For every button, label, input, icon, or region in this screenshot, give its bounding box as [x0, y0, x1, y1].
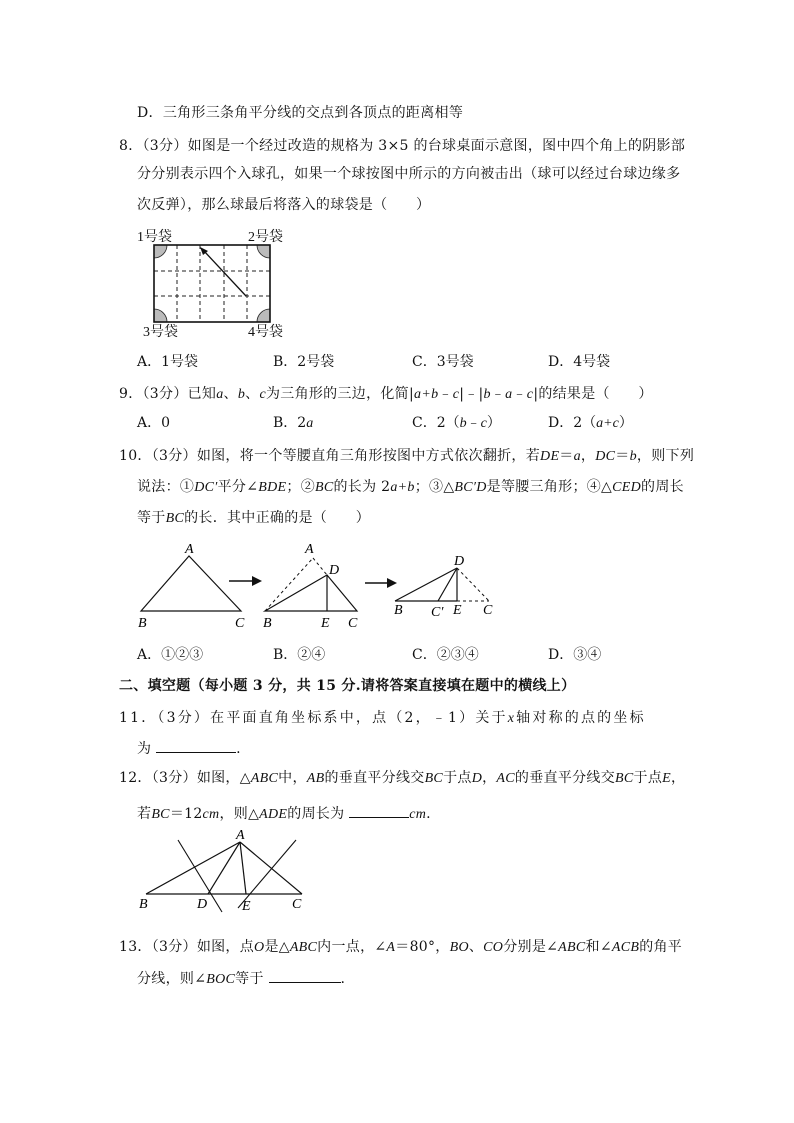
q11-text-line1: 11．（3分）在平面直角坐标系中，点（2，﹣1）关于x轴对称的点的坐标: [119, 710, 646, 726]
q8-pocket2-label: 2号袋: [248, 230, 283, 245]
q12-fig-E: E: [242, 899, 251, 914]
q10-fig3-B: B: [394, 603, 403, 618]
q10-option-b[interactable]: B．②④: [273, 647, 326, 663]
q10-fig2-A: A: [305, 542, 314, 557]
q10-text-line3: 等于BC的长．其中正确的是（ ）: [137, 510, 371, 526]
q8-pocket1-label: 1号袋: [137, 230, 172, 245]
q8-pocket3-label: 3号袋: [143, 325, 178, 340]
q10-fig2-D: D: [329, 563, 340, 578]
q10-option-d[interactable]: D．③④: [548, 647, 602, 663]
q10-fig1-C: C: [235, 616, 245, 631]
q9-option-b[interactable]: B．2a: [273, 415, 314, 431]
q10-text-line2: 说法：①DC′平分∠BDE；②BC的长为 2a+b；③△BC′D是等腰三角形；④△CED的周长: [137, 479, 684, 495]
q9-option-a[interactable]: A．0: [137, 415, 171, 431]
q13-answer-blank[interactable]: [269, 968, 341, 983]
q8-text-line3: 次反弹），那么球最后将落入的球袋是（ ）: [137, 197, 431, 213]
q12-text-line2: 若BC＝12cm，则△ADE的周长为 cm.: [137, 803, 431, 824]
q10-option-c[interactable]: C．②③④: [412, 647, 479, 663]
q8-option-b[interactable]: B．2号袋: [273, 354, 335, 370]
q8-pocket4-label: 4号袋: [248, 325, 283, 340]
q10-option-a[interactable]: A．①②③: [137, 647, 204, 663]
q10-fig2-B: B: [263, 616, 272, 631]
q7-option-d: D．三角形三条角平分线的交点到各顶点的距离相等: [137, 105, 464, 121]
q9-text: 9．（3分）已知a、b、c为三角形的三边，化简|a+b﹣c|﹣|b﹣a﹣c|的结果是（ ）: [119, 386, 653, 402]
q10-fig2-C: C: [348, 616, 358, 631]
q8-option-a[interactable]: A．1号袋: [137, 354, 199, 370]
q12-text-line1: 12．（3分）如图，△ABC中，AB的垂直平分线交BC于点D，AC的垂直平分线交BC于点E，: [119, 770, 686, 786]
q10-fig3-Cprime: C′: [431, 605, 444, 620]
q12-fig-C: C: [292, 897, 302, 912]
q10-fig3-D: D: [454, 554, 465, 569]
section2-heading: 二、填空题（每小题 3 分，共 15 分.请将答案直接填在题中的横线上）: [119, 678, 576, 694]
q10-fig3-C: C: [483, 603, 493, 618]
q10-text-line1: 10．（3分）如图，将一个等腰直角三角形按图中方式依次翻折，若DE＝a，DC＝b，则下列: [119, 448, 695, 464]
q12-fig-B: B: [139, 897, 148, 912]
q13-text-line2: 分线，则∠BOC等于 .: [137, 968, 345, 989]
q9-option-d[interactable]: D．2（a+c）: [548, 415, 633, 431]
q12-fig-D: D: [197, 897, 208, 912]
q11-text-line2: 为 .: [137, 738, 241, 758]
q9-option-c[interactable]: C．2（b﹣c）: [412, 415, 501, 431]
q8-text-line2: 分分别表示四个入球孔，如果一个球按图中所示的方向被击出（球可以经过台球边缘多: [137, 166, 681, 182]
q13-text-line1: 13．（3分）如图，点O是△ABC内一点，∠A＝80°，BO、CO分别是∠ABC和∠ACB的角平: [119, 939, 683, 955]
q8-option-d[interactable]: D．4号袋: [548, 354, 611, 370]
q10-fig2-E: E: [321, 616, 330, 631]
q10-fig1-A: A: [185, 542, 194, 557]
q8-text-line1: 8．（3分）如图是一个经过改造的规格为 3×5 的台球桌面示意图，图中四个角上的阴影部: [119, 138, 686, 154]
q12-fig-A: A: [236, 828, 245, 843]
q8-option-c[interactable]: C．3号袋: [412, 354, 474, 370]
q10-fig1-B: B: [138, 616, 147, 631]
q10-fig3-E: E: [453, 603, 462, 618]
